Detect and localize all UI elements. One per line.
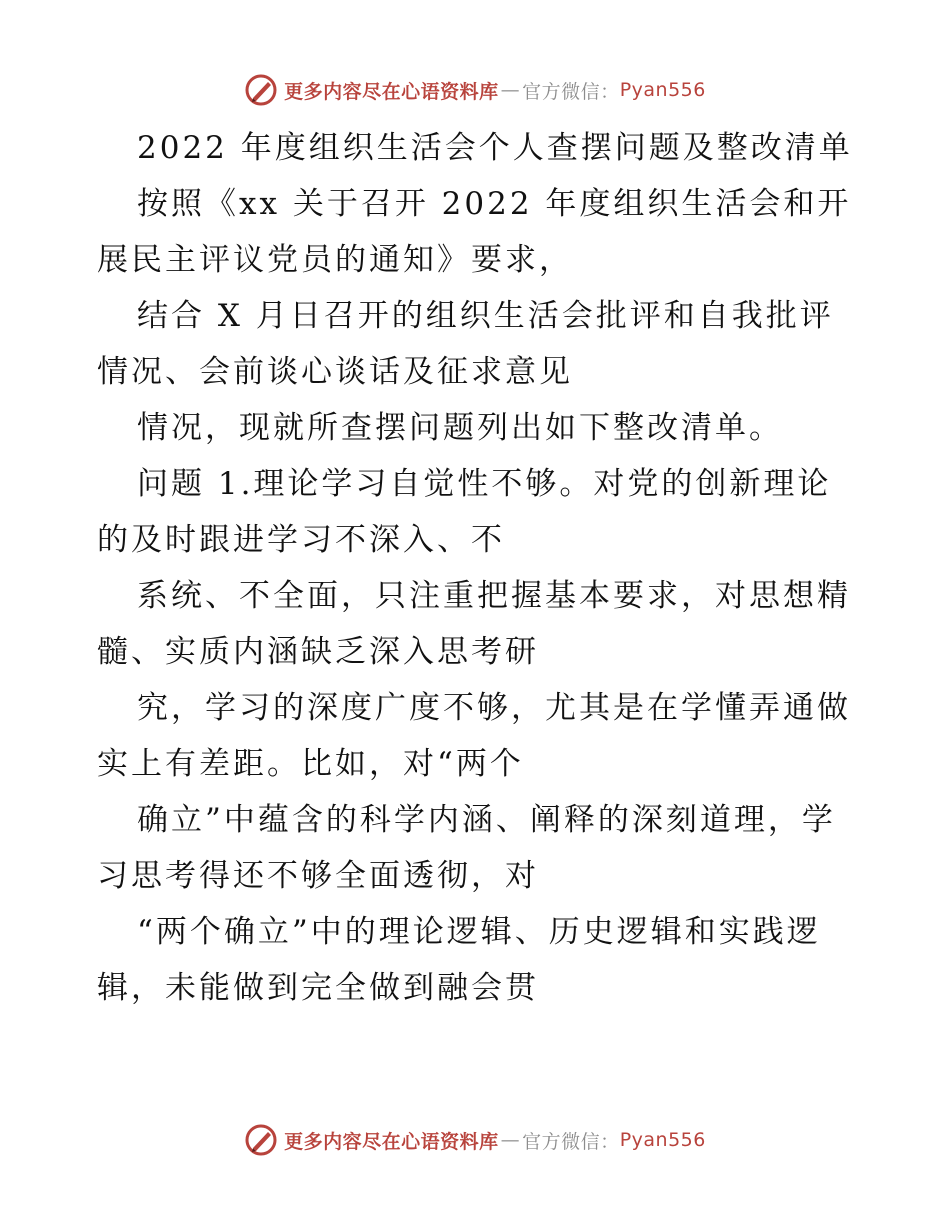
- watermark-wechat-id: Pyan556: [619, 79, 706, 101]
- document-line: 情况、会前谈心谈话及征求意见: [97, 354, 573, 390]
- document-line: 髓、实质内涵缺乏深入思考研: [97, 634, 539, 670]
- header-watermark: [0, 70, 950, 110]
- watermark-dash: —: [500, 79, 521, 101]
- document-line: 确立”中蕴含的科学内涵、阐释的深刻道理，学: [137, 802, 836, 838]
- document-line: “两个确立”中的理论逻辑、历史逻辑和实践逻: [137, 914, 821, 950]
- document-line: 习思考得还不够全面透彻，对: [97, 858, 539, 894]
- document-line: 的及时跟进学习不深入、不: [97, 522, 505, 558]
- document-line: 2022 年度组织生活会个人查摆问题及整改清单: [137, 130, 853, 166]
- watermark-wechat-label: 官方微信：: [522, 80, 620, 103]
- watermark-dash: —: [500, 1129, 521, 1151]
- document-line: 展民主评议党员的通知》要求，: [97, 242, 573, 278]
- pen-logo-icon: [244, 73, 278, 107]
- document-line: 结合 X 月日召开的组织生活会批评和自我批评: [137, 298, 834, 334]
- document-body: [97, 120, 877, 1016]
- watermark-wechat-id: Pyan556: [619, 1129, 706, 1151]
- document-line: 情况，现就所查摆问题列出如下整改清单。: [137, 410, 783, 446]
- pen-logo-icon: [244, 1123, 278, 1157]
- watermark-text: 更多内容尽在心语资料库: [284, 80, 499, 103]
- document-line: 系统、不全面，只注重把握基本要求，对思想精: [137, 578, 851, 614]
- document-line: 究，学习的深度广度不够，尤其是在学懂弄通做: [137, 690, 851, 726]
- document-line: 按照《xx 关于召开 2022 年度组织生活会和开: [137, 186, 852, 222]
- document-line: 辑，未能做到完全做到融会贯: [97, 970, 539, 1006]
- footer-watermark: [0, 1120, 950, 1160]
- document-line: 实上有差距。比如，对“两个: [97, 746, 524, 782]
- document-line: 问题 1.理论学习自觉性不够。对党的创新理论: [137, 466, 832, 502]
- watermark-text: 更多内容尽在心语资料库: [284, 1130, 499, 1153]
- watermark-wechat-label: 官方微信：: [522, 1130, 620, 1153]
